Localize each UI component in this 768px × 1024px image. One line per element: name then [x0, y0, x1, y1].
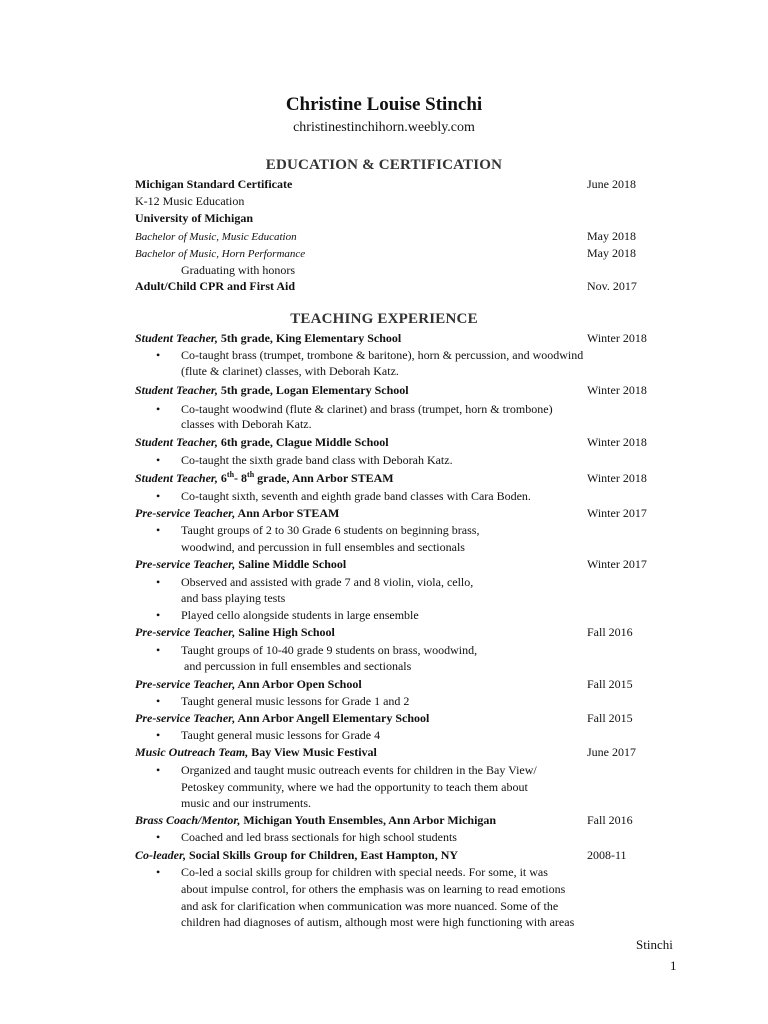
experience-entry-date: Winter 2018	[587, 471, 647, 485]
experience-line: Co-taught woodwind (flute & clarinet) and brass (trumpet, horn & trombone)	[181, 402, 553, 416]
experience-entry-title: Pre-service Teacher, Saline High School	[135, 625, 335, 639]
experience-line: and ask for clarification when communication was more nuanced. Some of the	[181, 899, 559, 913]
footer-last-name: Stinchi	[636, 937, 673, 952]
experience-entry-date: Fall 2015	[587, 677, 633, 691]
experience-entry-date: Winter 2018	[587, 435, 647, 449]
bullet-icon: •	[156, 728, 161, 742]
experience-entry-date: Fall 2015	[587, 711, 633, 725]
experience-line: and bass playing tests	[181, 591, 286, 605]
experience-heading: TEACHING EXPERIENCE	[290, 311, 478, 327]
degree-horn-performance-date: May 2018	[587, 246, 636, 260]
experience-entry-date: Winter 2018	[587, 383, 647, 397]
degree-music-education-date: May 2018	[587, 229, 636, 243]
experience-line: Played cello alongside students in large ensemble	[181, 608, 419, 622]
experience-line: music and our instruments.	[181, 796, 311, 810]
experience-line: about impulse control, for others the emphasis was on learning to read emotions	[181, 882, 566, 896]
experience-line: Organized and taught music outreach events for children in the Bay View/	[181, 763, 537, 777]
bullet-icon: •	[156, 830, 161, 844]
experience-line: Taught groups of 10-40 grade 9 students on brass, woodwind,	[181, 643, 478, 657]
experience-entry-date: Fall 2016	[587, 813, 633, 827]
bullet-icon: •	[156, 694, 161, 708]
experience-line: Taught general music lessons for Grade 1 and 2	[181, 694, 410, 708]
experience-entry-date: 2008-11	[587, 848, 627, 862]
bullet-icon: •	[156, 453, 161, 467]
experience-entry-title: Student Teacher, 6th- 8th grade, Ann Arbor STEAM	[135, 470, 394, 485]
experience-line: and percussion in full ensembles and sectionals	[181, 659, 412, 673]
degree-music-education: Bachelor of Music, Music Education	[135, 231, 297, 243]
experience-line: Co-taught the sixth grade band class with Deborah Katz.	[181, 453, 453, 467]
experience-entry-date: Winter 2017	[587, 506, 647, 520]
experience-line: children had diagnoses of autism, although most were high functioning with areas	[181, 915, 575, 929]
experience-entry-title: Student Teacher, 5th grade, Logan Elementary School	[135, 383, 409, 397]
bullet-icon: •	[156, 489, 161, 503]
cert-detail: K-12 Music Education	[135, 194, 245, 208]
website-url: christinestinchihorn.weebly.com	[293, 120, 475, 135]
experience-entry-date: Winter 2017	[587, 557, 647, 571]
cpr-cert: Adult/Child CPR and First Aid	[135, 279, 296, 293]
experience-entry-date: Winter 2018	[587, 331, 647, 345]
experience-entry-date: June 2017	[587, 745, 636, 759]
experience-line: Co-taught brass (trumpet, trombone & baritone), horn & percussion, and woodwind	[181, 348, 584, 362]
experience-entry-title: Pre-service Teacher, Saline Middle School	[135, 557, 347, 571]
bullet-icon: •	[156, 523, 161, 537]
experience-line: woodwind, and percussion in full ensembles and sectionals	[181, 540, 465, 554]
bullet-icon: •	[156, 763, 161, 777]
experience-line: Petoskey community, where we had the opportunity to teach them about	[181, 780, 528, 794]
bullet-icon: •	[156, 643, 161, 657]
bullet-icon: •	[156, 575, 161, 589]
experience-entry-title: Pre-service Teacher, Ann Arbor STEAM	[135, 506, 340, 520]
experience-line: Observed and assisted with grade 7 and 8 violin, viola, cello,	[181, 575, 474, 589]
experience-line: Taught groups of 2 to 30 Grade 6 students on beginning brass,	[181, 523, 480, 537]
experience-entry-title: Pre-service Teacher, Ann Arbor Angell Elementary School	[135, 711, 430, 725]
page-number: 1	[670, 958, 677, 973]
bullet-icon: •	[156, 608, 161, 622]
degree-horn-performance: Bachelor of Music, Horn Performance	[135, 248, 306, 260]
experience-entry-title: Co-leader, Social Skills Group for Children, East Hampton, NY	[135, 848, 459, 862]
experience-entry-title: Pre-service Teacher, Ann Arbor Open School	[135, 677, 362, 691]
school-name: University of Michigan	[135, 211, 253, 225]
bullet-icon: •	[156, 348, 161, 362]
experience-entry-title: Student Teacher, 6th grade, Clague Middle School	[135, 435, 389, 449]
experience-line: Co-taught sixth, seventh and eighth grade band classes with Cara Boden.	[181, 489, 531, 503]
resume-name: Christine Louise Stinchi	[285, 94, 483, 115]
bullet-icon: •	[156, 402, 161, 416]
experience-entry-date: Fall 2016	[587, 625, 633, 639]
experience-line: Co-led a social skills group for children with special needs. For some, it was	[181, 865, 548, 879]
experience-entry-title: Music Outreach Team, Bay View Music Festival	[135, 745, 377, 759]
bullet-icon: •	[156, 865, 161, 879]
cpr-cert-date: Nov. 2017	[587, 279, 637, 293]
honors-note: Graduating with honors	[181, 263, 295, 277]
education-heading: EDUCATION & CERTIFICATION	[265, 157, 503, 173]
experience-line: Coached and led brass sectionals for high school students	[181, 830, 457, 844]
experience-entry-title: Brass Coach/Mentor, Michigan Youth Ensembles, Ann Arbor Michigan	[135, 813, 497, 827]
cert-title: Michigan Standard Certificate	[135, 177, 293, 191]
experience-line: (flute & clarinet) classes, with Deborah Katz.	[181, 364, 399, 378]
experience-line: Taught general music lessons for Grade 4	[181, 728, 381, 742]
experience-line: classes with Deborah Katz.	[181, 417, 312, 431]
experience-entry-title: Student Teacher, 5th grade, King Elementary School	[135, 331, 402, 345]
cert-date: June 2018	[587, 177, 636, 191]
